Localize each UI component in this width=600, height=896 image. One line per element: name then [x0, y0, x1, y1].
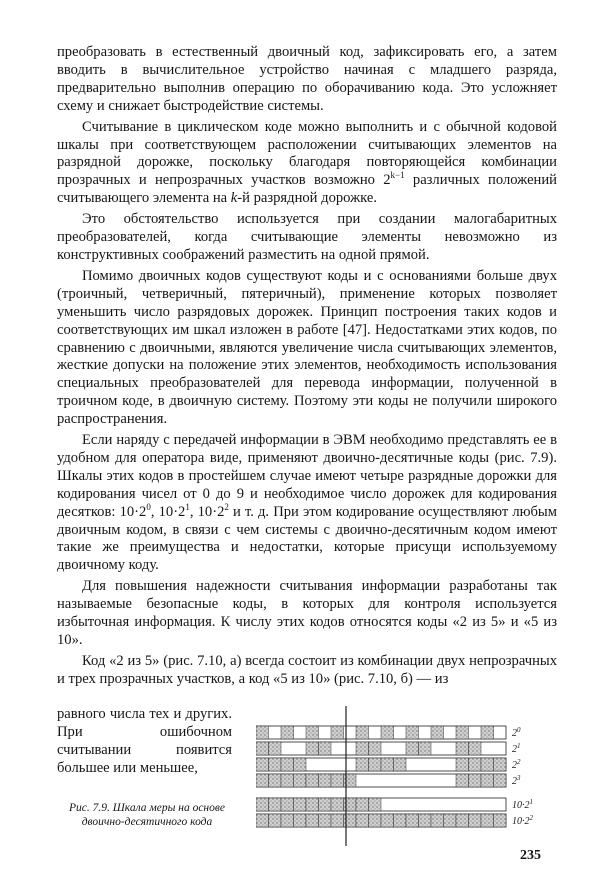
track-label: $2^0$ [512, 726, 521, 739]
opaque-segment [331, 814, 344, 827]
opaque-segment [269, 814, 282, 827]
opaque-segment [469, 774, 482, 787]
opaque-segment [456, 758, 469, 771]
opaque-segment [394, 814, 407, 827]
opaque-segment [269, 798, 282, 811]
opaque-segment [394, 758, 407, 771]
paragraph-2-text: Считывание в циклическом коде можно выполнить и с обычной кодовой шкалы при соответствующем расположении считывающих элементов на разрядной дорожке, поскольку благодаря повторяющейся комбинации прозрачных и непрозрачных участков возможно [57, 118, 557, 189]
opaque-segment [306, 814, 319, 827]
paragraph-3: Это обстоятельство используется при создании малогабаритных преобразователей, когда считывающие элементы невозможно из конструктивных соображений разместить на одной прямой. [57, 211, 557, 263]
opaque-segment [281, 774, 294, 787]
opaque-segment [431, 814, 444, 827]
body-text [57, 44, 557, 692]
track-label: $2^1$ [512, 742, 521, 755]
opaque-segment [381, 814, 394, 827]
opaque-segment [281, 814, 294, 827]
paragraph-5: Если наряду с передачей информации в ЭВМ необходимо представлять ее в удобном для оператора виде, применяют двоично-десятичные коды (рис. 7.9). Шкалы этих кодов в простейшем случае имеют четыре разрядные дорожки для кодирования чисел от 0 до 9 и необходимое число дорожек для кодирования десятков: $10\cdot 2^0$, $10\cdot 2^1$, $10\cdot 2^2$ и т. д. При этом кодирование осуществляют любым двоичным кодом, в связи с чем системы с двоично-десятичным кодом имеют такие же преимущества и недостатки, которые присущи используемому двоичному коду. [57, 432, 557, 574]
opaque-segment [256, 726, 269, 739]
track-label: $10\cdot 2^1$ [512, 798, 533, 811]
opaque-segment [481, 758, 494, 771]
paragraph-2: Считывание в циклическом коде можно выполнить и с обычной кодовой шкалы при соответствующем расположении считывающих элементов на разрядной дорожке, поскольку благодаря повторяющейся комбинации прозрачных и непрозрачных участков возможно $2^{k-1}$ различных положений считывающего элемента на k-й разрядной дорожке. [57, 118, 557, 207]
opaque-segment [281, 758, 294, 771]
opaque-segment [456, 774, 469, 787]
opaque-segment [356, 814, 369, 827]
opaque-segment [356, 726, 369, 739]
opaque-segment [469, 742, 482, 755]
opaque-segment [269, 742, 282, 755]
opaque-segment [294, 814, 307, 827]
opaque-segment [281, 798, 294, 811]
code-scale-diagram [256, 706, 556, 846]
opaque-segment [494, 774, 507, 787]
opaque-segment [481, 726, 494, 739]
opaque-segment [319, 774, 332, 787]
opaque-segment [419, 742, 432, 755]
figure-caption: Рис. 7.9. Шкала меры на основе двоично-десятичного кода [69, 802, 225, 828]
opaque-segment [369, 742, 382, 755]
opaque-segment [369, 758, 382, 771]
opaque-segment [406, 726, 419, 739]
formula-power: $2^{k-1}$ [383, 170, 405, 189]
opaque-segment [281, 726, 294, 739]
paragraph-4: Помимо двоичных кодов существуют коды и с основаниями больше двух (троичный, четверичный, пятеричный), применение которых позволяет уменьшить число разрядовых дорожек. Принцип построения таких кодов и соответствующих им шкал изложен в работе [47]. Недостатками этих кодов, по сравнению с двоичными, являются увеличение числа считывающих элементов, жесткие допуски на положение этих элементов, необходимость использования специальных преобразователей для перевода информации, полученной в троичном коде, в двоичную систему. Поэтому эти коды не получили широкого распространения. [57, 267, 557, 428]
opaque-segment [456, 742, 469, 755]
opaque-segment [456, 726, 469, 739]
opaque-segment [494, 814, 507, 827]
paragraph-1: преобразовать в естественный двоичный код, зафиксировать его, а затем вводить в вычислительное устройство начиная с младшего разряда, предварительно выполнив операцию по оборачиванию кода. Это усложняет схему и снижает быстродействие системы. [57, 44, 557, 114]
opaque-segment [369, 814, 382, 827]
opaque-segment [469, 814, 482, 827]
paragraph-6: Для повышения надежности считывания информации разработаны так называемые безопасные коды, в которых для контроля используется избыточная информация. К числу этих кодов относятся коды «2 из 5» и «5 из 10». [57, 578, 557, 648]
opaque-segment [319, 742, 332, 755]
opaque-segment [306, 726, 319, 739]
opaque-segment [256, 742, 269, 755]
figure-7-9 [256, 706, 556, 846]
opaque-segment [306, 742, 319, 755]
opaque-segment [294, 798, 307, 811]
opaque-segment [294, 758, 307, 771]
opaque-segment [344, 774, 357, 787]
opaque-segment [331, 798, 344, 811]
opaque-segment [319, 814, 332, 827]
track-label: $2^3$ [512, 774, 521, 787]
opaque-segment [306, 798, 319, 811]
opaque-segment [494, 758, 507, 771]
opaque-segment [481, 814, 494, 827]
opaque-segment [356, 798, 369, 811]
decade-terms: $10\cdot 2^0$, $10\cdot 2^1$, $10\cdot 2^2$ и т. д. [119, 501, 270, 520]
track-label: $2^2$ [512, 758, 521, 771]
opaque-segment [344, 798, 357, 811]
page-number: 235 [520, 848, 541, 863]
opaque-segment [469, 758, 482, 771]
paragraph-7: Код «2 из 5» (рис. 7.10, а) всегда состоит из комбинации двух непрозрачных и трех прозрачных участков, а код «5 из 10» (рис. 7.10, б) — из [57, 652, 557, 687]
opaque-segment [456, 814, 469, 827]
opaque-segment [381, 758, 394, 771]
opaque-segment [481, 774, 494, 787]
opaque-segment [356, 742, 369, 755]
opaque-segment [294, 774, 307, 787]
opaque-segment [269, 774, 282, 787]
opaque-segment [381, 726, 394, 739]
opaque-segment [419, 814, 432, 827]
opaque-segment [306, 774, 319, 787]
opaque-segment [406, 814, 419, 827]
opaque-segment [256, 758, 269, 771]
opaque-segment [406, 742, 419, 755]
opaque-segment [331, 726, 344, 739]
wrapped-text: равного числа тех и других. При ошибочном считывании появится большее или меньшее, [57, 706, 232, 776]
opaque-segment [256, 774, 269, 787]
opaque-segment [331, 774, 344, 787]
opaque-segment [369, 798, 382, 811]
opaque-segment [344, 814, 357, 827]
opaque-segment [444, 814, 457, 827]
opaque-segment [431, 726, 444, 739]
track-label: $10\cdot 2^2$ [512, 814, 533, 827]
opaque-segment [319, 798, 332, 811]
opaque-segment [256, 814, 269, 827]
opaque-segment [256, 798, 269, 811]
opaque-segment [356, 758, 369, 771]
opaque-segment [269, 758, 282, 771]
